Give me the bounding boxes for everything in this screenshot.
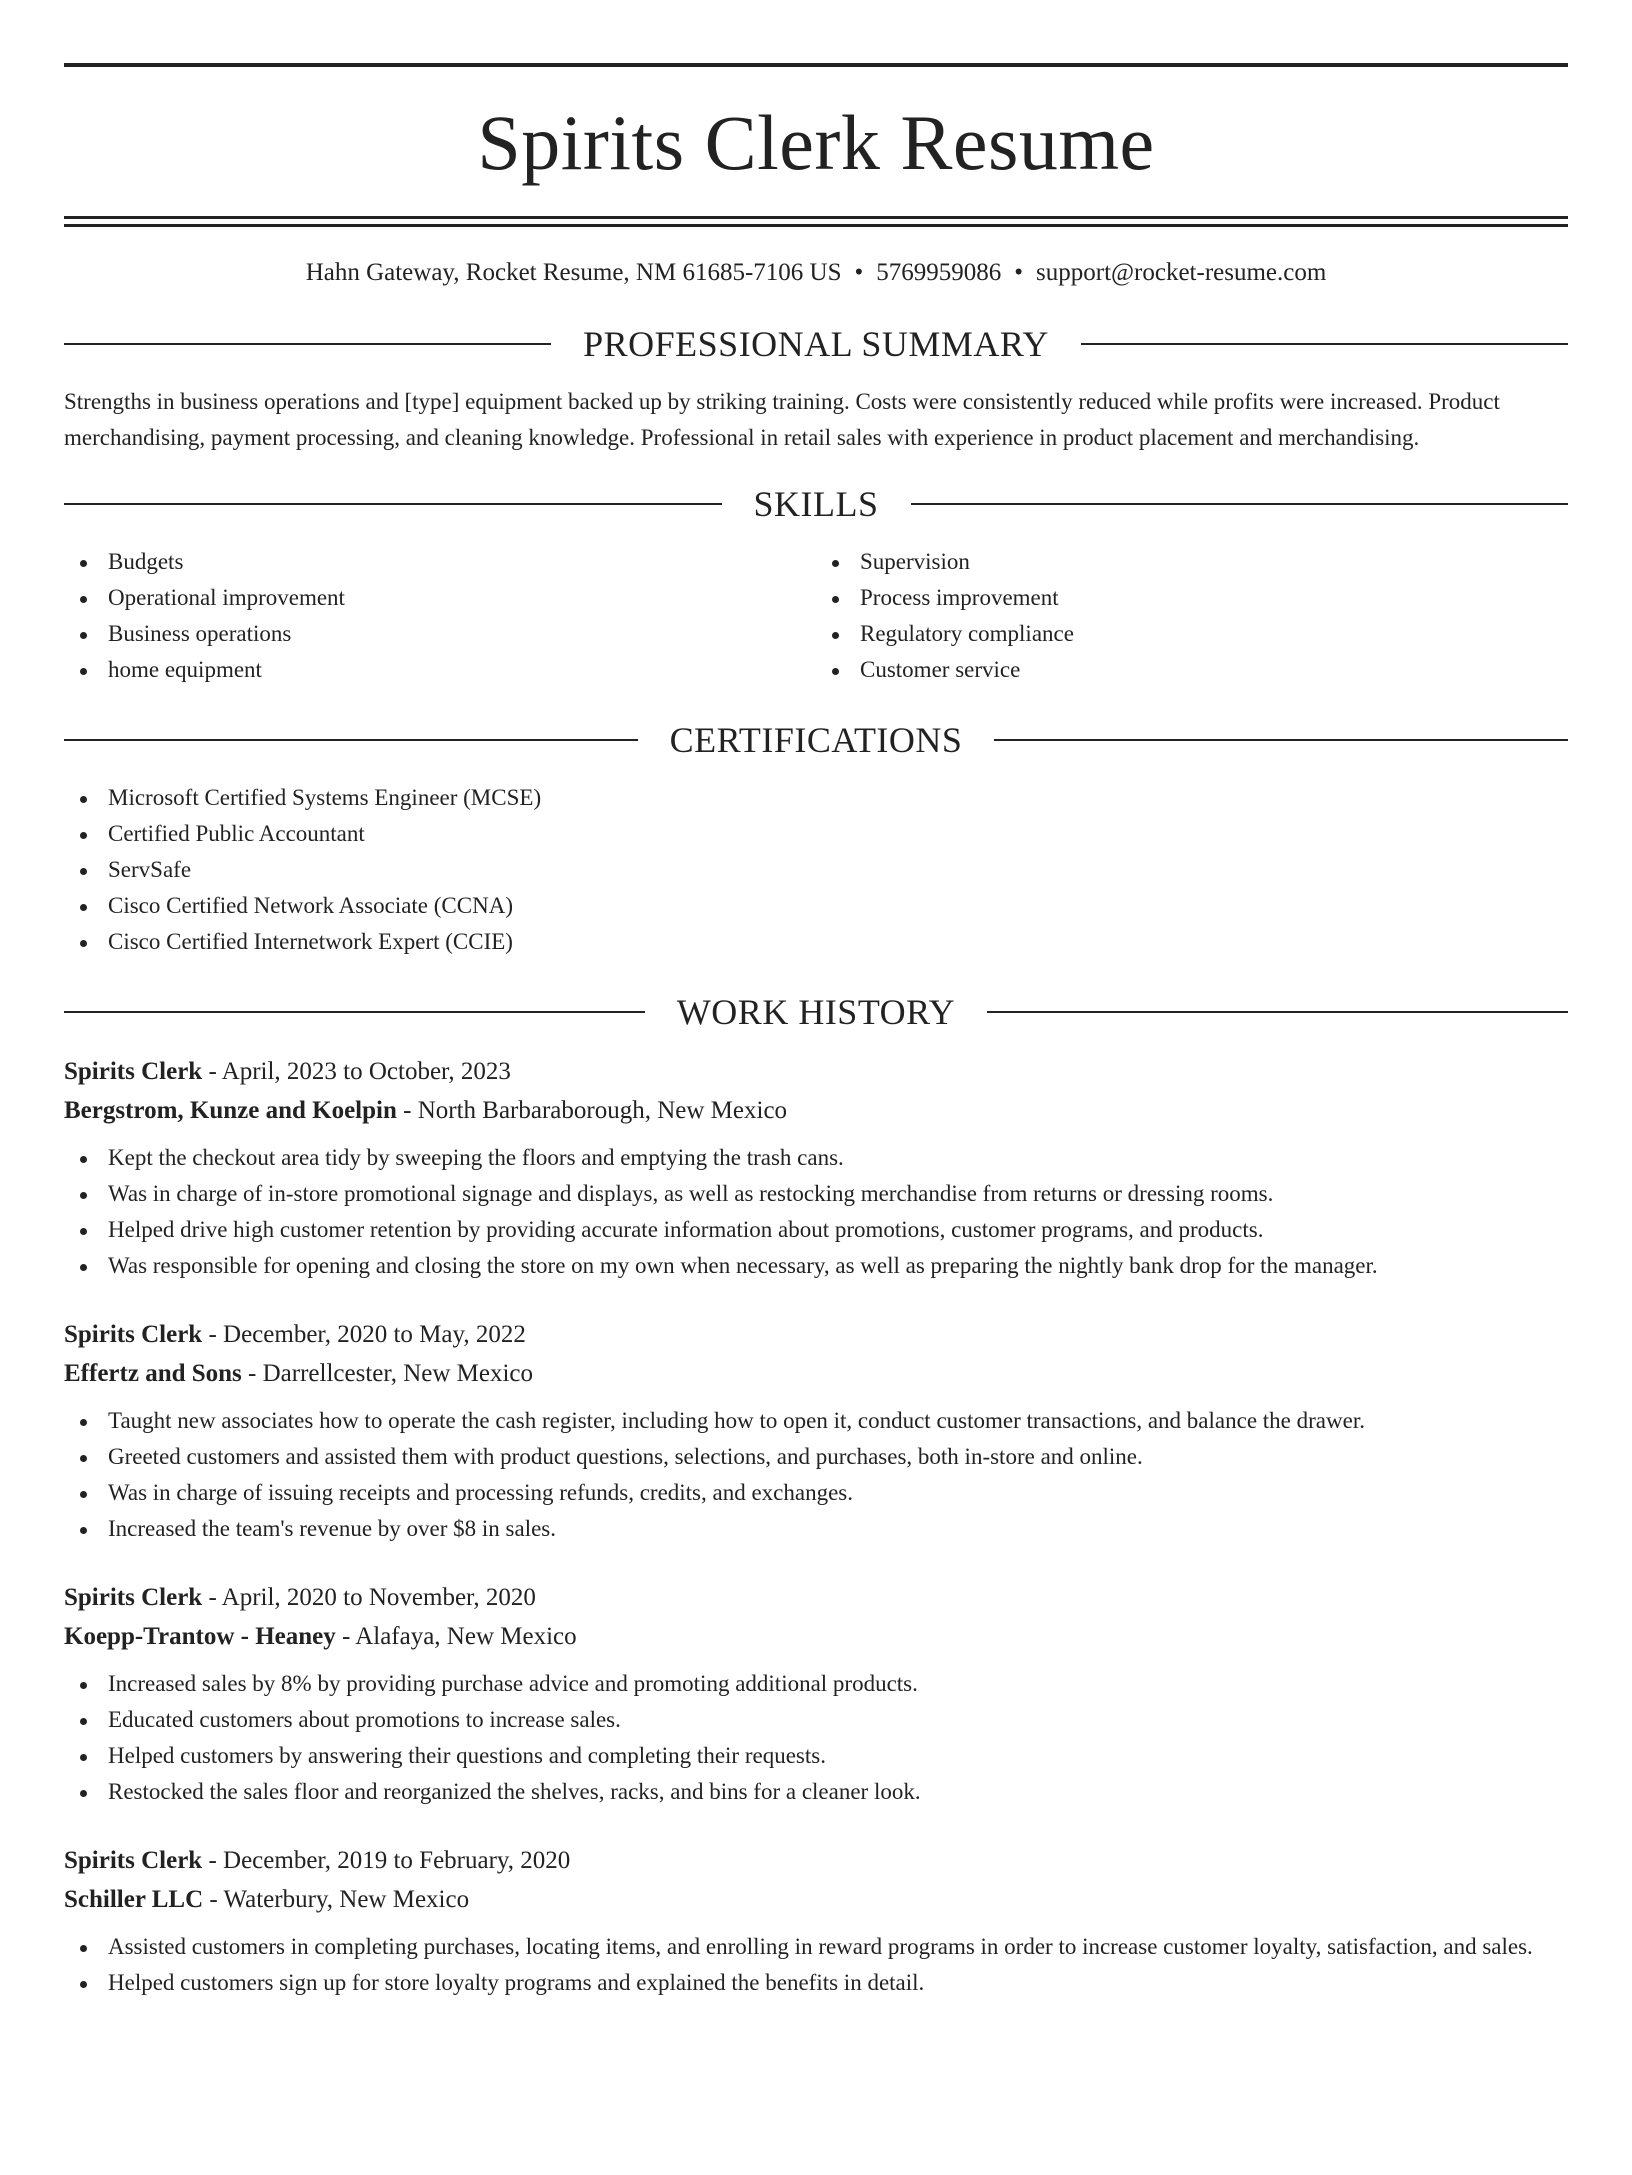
section-rule [64, 343, 551, 345]
job-location: - Darrellcester, New Mexico [241, 1360, 534, 1387]
job-dates: - April, 2020 to November, 2020 [202, 1584, 536, 1611]
certification-item: Cisco Certified Internetwork Expert (CCIE) [64, 924, 1568, 960]
job-title: Spirits Clerk [64, 1058, 203, 1085]
section-title: CERTIFICATIONS [669, 720, 963, 760]
job-location: - North Barbaraborough, New Mexico [396, 1097, 788, 1124]
section-header-summary [64, 322, 1568, 366]
job-entry [64, 1578, 1568, 1810]
certification-item: Cisco Certified Network Associate (CCNA) [64, 888, 1568, 924]
job-bullet: Greeted customers and assisted them with product questions, selections, and purchases, both in-store and online. [64, 1439, 1568, 1475]
job-bullet: Helped customers by answering their questions and completing their requests. [64, 1738, 1568, 1774]
job-company-line [64, 1617, 1568, 1656]
job-location: - Waterbury, New Mexico [203, 1886, 470, 1913]
job-title-line [64, 1052, 1568, 1091]
contact-address: Hahn Gateway, Rocket Resume, NM 61685-7106 US [305, 259, 842, 286]
job-title: Spirits Clerk [64, 1321, 203, 1348]
skill-item: home equipment [64, 652, 816, 688]
job-bullet: Educated customers about promotions to increase sales. [64, 1702, 1568, 1738]
section-rule [994, 739, 1568, 741]
section-header-skills [64, 482, 1568, 526]
job-bullets [64, 1929, 1568, 2001]
contact-separator: • [854, 259, 864, 286]
job-bullets [64, 1403, 1568, 1547]
contact-phone: 5769959086 [876, 259, 1002, 286]
job-company-line [64, 1354, 1568, 1393]
job-entry [64, 1315, 1568, 1547]
job-bullet: Kept the checkout area tidy by sweeping the floors and emptying the trash cans. [64, 1140, 1568, 1176]
job-entry [64, 1841, 1568, 2001]
section-rule [987, 1011, 1568, 1013]
skill-item: Supervision [816, 544, 1568, 580]
job-bullet: Helped customers sign up for store loyalty programs and explained the benefits in detail. [64, 1965, 1568, 2001]
section-header-work-history [64, 990, 1568, 1034]
summary-text: Strengths in business operations and [type] equipment backed up by striking training. Costs were consistently reduced while profits were increased. Product merchandising, payment processing, and cleaning knowledge. Professional in retail sales with experience in product placement and merchandising. [64, 389, 1500, 450]
section-rule [64, 739, 638, 741]
section-header-certifications [64, 718, 1568, 762]
job-title-line [64, 1315, 1568, 1354]
job-company: Effertz and Sons [64, 1360, 242, 1387]
job-title: Spirits Clerk [64, 1847, 203, 1874]
job-dates: - April, 2023 to October, 2023 [202, 1058, 511, 1085]
job-title-line [64, 1578, 1568, 1617]
section-title: SKILLS [753, 484, 879, 524]
job-title-line [64, 1841, 1568, 1880]
job-bullet: Restocked the sales floor and reorganized the shelves, racks, and bins for a cleaner look. [64, 1774, 1568, 1810]
job-title: Spirits Clerk [64, 1584, 203, 1611]
job-bullet: Was responsible for opening and closing the store on my own when necessary, as well as preparing the nightly bank drop for the manager. [64, 1248, 1568, 1284]
resume-page [0, 63, 1632, 2175]
job-company-line [64, 1091, 1568, 1130]
job-company: Bergstrom, Kunze and Koelpin [64, 1097, 397, 1124]
job-bullet: Was in charge of issuing receipts and processing refunds, credits, and exchanges. [64, 1475, 1568, 1511]
section-title: PROFESSIONAL SUMMARY [583, 324, 1049, 364]
job-dates: - December, 2020 to May, 2022 [202, 1321, 526, 1348]
certification-item: ServSafe [64, 852, 1568, 888]
job-dates: - December, 2019 to February, 2020 [202, 1847, 571, 1874]
job-company-line [64, 1880, 1568, 1919]
job-bullet: Helped drive high customer retention by providing accurate information about promotions, customer programs, and products. [64, 1212, 1568, 1248]
job-bullet: Was in charge of in-store promotional signage and displays, as well as restocking merchandise from returns or dressing rooms. [64, 1176, 1568, 1212]
title-double-rule [64, 216, 1568, 227]
job-entry [64, 1052, 1568, 1284]
job-bullet: Increased the team's revenue by over $8 in sales. [64, 1511, 1568, 1547]
job-company: Schiller LLC [64, 1886, 204, 1913]
skill-item: Budgets [64, 544, 816, 580]
contact-separator: • [1014, 259, 1024, 286]
section-rule [64, 503, 722, 505]
skills-grid [64, 544, 1568, 688]
job-location: - Alafaya, New Mexico [335, 1623, 577, 1650]
job-bullet: Increased sales by 8% by providing purchase advice and promoting additional products. [64, 1666, 1568, 1702]
top-rule [64, 63, 1568, 67]
job-bullets [64, 1140, 1568, 1284]
resume-title: Spirits Clerk Resume [477, 99, 1155, 186]
job-bullet: Taught new associates how to operate the cash register, including how to open it, conduct customer transactions, and balance the drawer. [64, 1403, 1568, 1439]
skill-item: Business operations [64, 616, 816, 652]
certification-item: Certified Public Accountant [64, 816, 1568, 852]
skill-item: Process improvement [816, 580, 1568, 616]
section-rule [64, 1011, 645, 1013]
certification-item: Microsoft Certified Systems Engineer (MCSE) [64, 780, 1568, 816]
certification-list [64, 780, 1568, 960]
skills-column-left [64, 544, 816, 688]
contact-line [64, 258, 1568, 288]
section-rule [911, 503, 1569, 505]
skills-column-right [816, 544, 1568, 688]
job-bullet: Assisted customers in completing purchases, locating items, and enrolling in reward programs in order to increase customer loyalty, satisfaction, and sales. [64, 1929, 1568, 1965]
job-company: Koepp-Trantow - Heaney [64, 1623, 336, 1650]
section-title: WORK HISTORY [676, 992, 956, 1032]
skill-item: Operational improvement [64, 580, 816, 616]
skill-item: Regulatory compliance [816, 616, 1568, 652]
contact-email: support@rocket-resume.com [1036, 259, 1327, 286]
skill-item: Customer service [816, 652, 1568, 688]
section-rule [1081, 343, 1568, 345]
job-bullets [64, 1666, 1568, 1810]
